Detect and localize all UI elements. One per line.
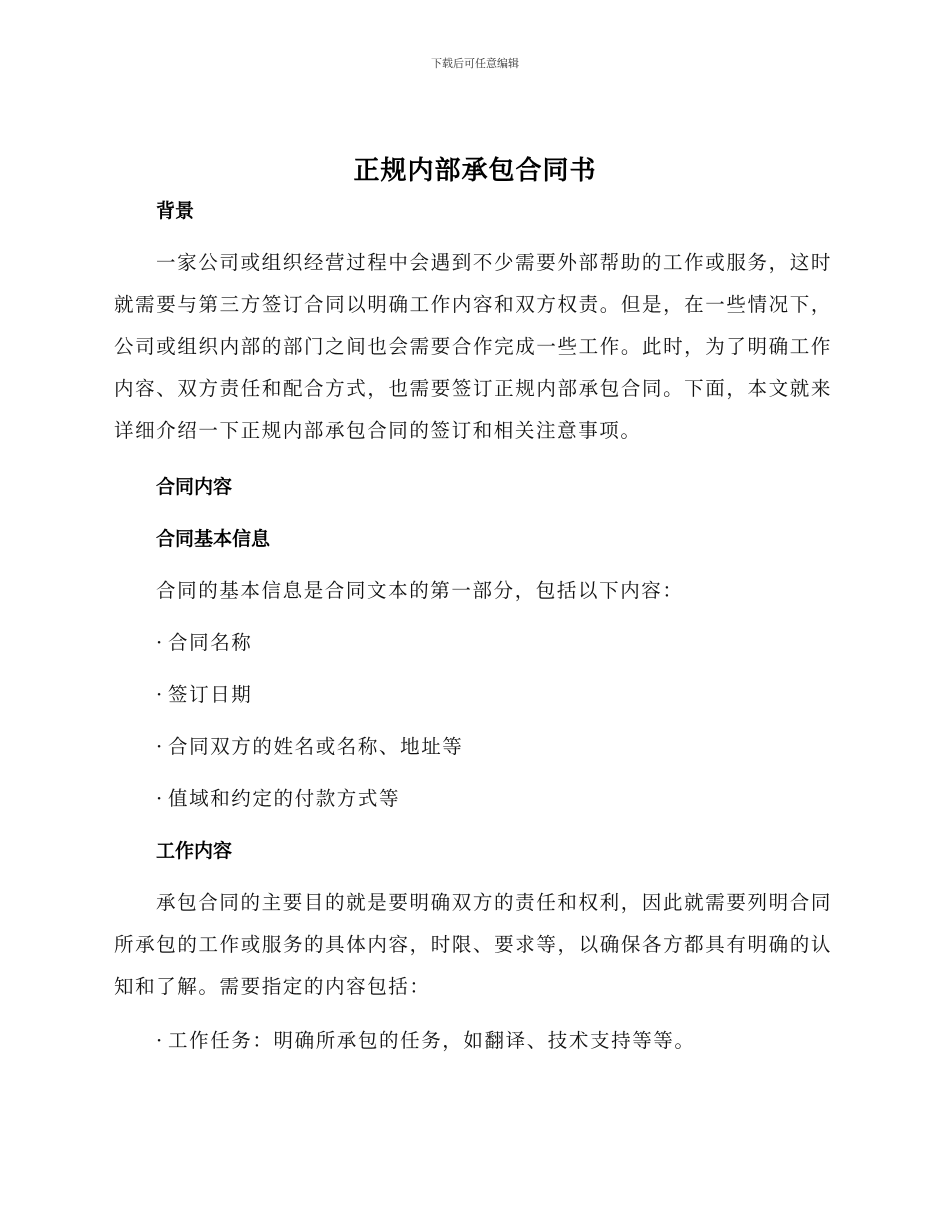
bullet-dot-icon: · <box>156 683 164 706</box>
list-item <box>114 678 832 712</box>
header-note: 下载后可任意编辑 <box>431 57 519 70</box>
list-item-text: 工作任务：明确所承包的任务，如翻译、技术支持等等。 <box>168 1029 696 1052</box>
list-item <box>114 1024 832 1058</box>
list-item <box>114 626 832 660</box>
bullet-dot-icon: · <box>156 787 164 810</box>
list-item-text: 签订日期 <box>168 683 253 706</box>
work-content-paragraph: 承包合同的主要目的就是要明确双方的责任和权利，因此就需要列明合同所承包的工作或服务的具体内容，时限、要求等，以确保各方都具有明确的认知和了解。需要指定的内容包括： <box>114 891 832 998</box>
list-item-text: 值域和约定的付款方式等 <box>168 787 401 810</box>
basic-info-intro: 合同的基本信息是合同文本的第一部分，包括以下内容： <box>156 579 684 602</box>
background-paragraph: 一家公司或组织经营过程中会遇到不少需要外部帮助的工作或服务，这时就需要与第三方签订合同以明确工作内容和双方权责。但是，在一些情况下，公司或组织内部的部门之间也会需要合作完成一些工作。此时，为了明确工作内容、双方责任和配合方式，也需要签订正规内部承包合同。下面，本文就来详细介绍一下正规内部承包合同的签订和相关注意事项。 <box>114 251 832 442</box>
section-heading-contract-content: 合同内容 <box>156 476 233 498</box>
section-heading-background: 背景 <box>156 200 195 222</box>
list-item <box>114 730 832 764</box>
list-item-text: 合同名称 <box>168 631 253 654</box>
bullet-dot-icon: · <box>156 1029 164 1052</box>
bullet-dot-icon: · <box>156 735 164 758</box>
document-body <box>114 194 832 1058</box>
bullet-dot-icon: · <box>156 631 164 654</box>
section-heading-basic-info: 合同基本信息 <box>156 528 271 550</box>
list-item-text: 合同双方的姓名或名称、地址等 <box>168 735 464 758</box>
document-title: 正规内部承包合同书 <box>353 156 597 186</box>
list-item <box>114 782 832 816</box>
section-heading-work-content: 工作内容 <box>156 840 233 862</box>
